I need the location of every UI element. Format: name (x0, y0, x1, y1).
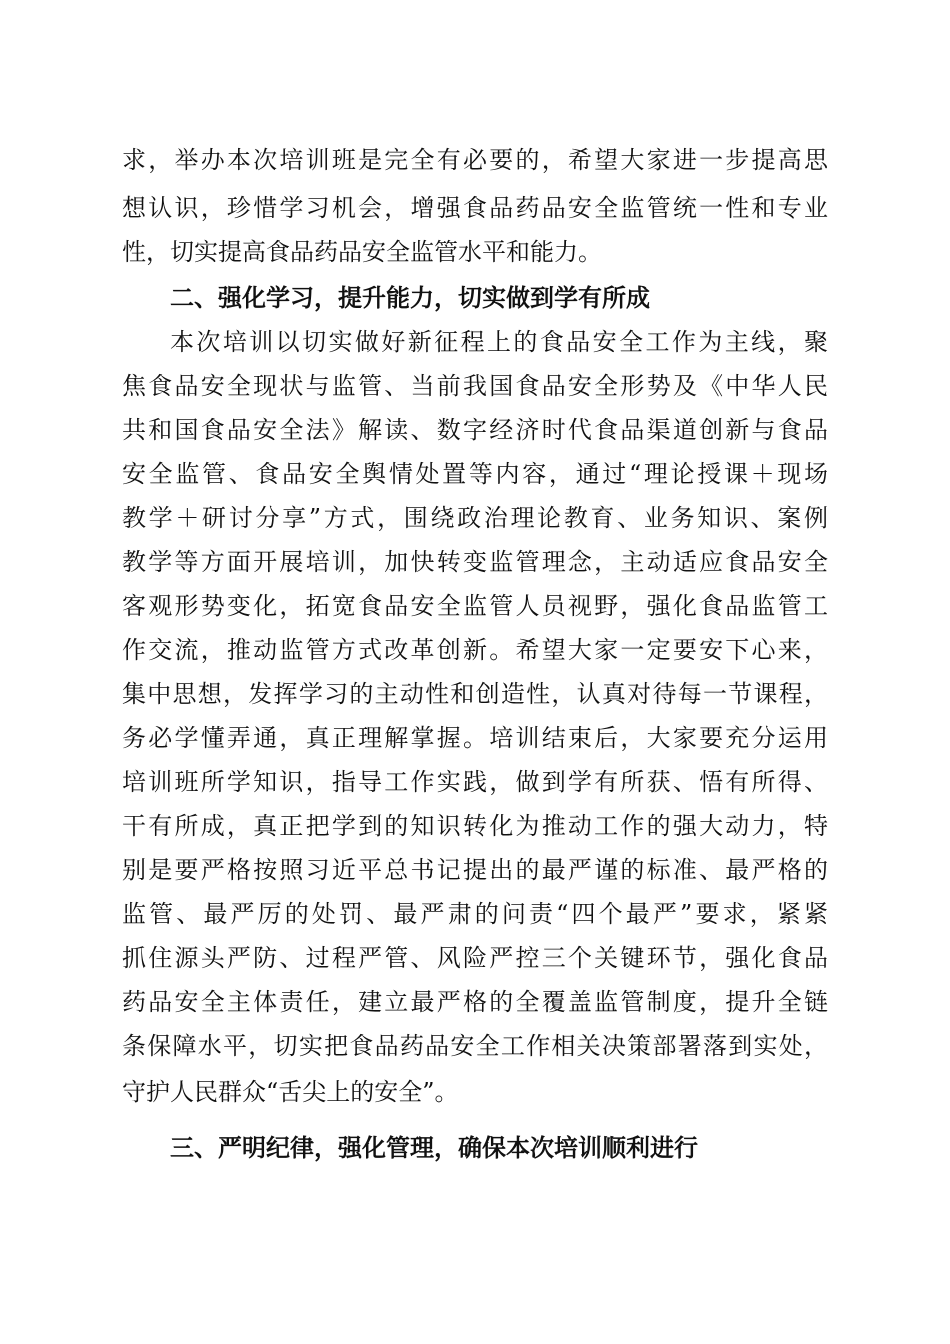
paragraph-line: 焦食品安全现状与监管、当前我国食品安全形势及《中华人民 (122, 372, 828, 400)
paragraph-line: 作交流，推动监管方式改革创新。希望大家一定要安下心来， (122, 636, 828, 664)
paragraph-line: 教学等方面开展培训，加快转变监管理念，主动适应食品安全 (122, 548, 828, 576)
paragraph-line: 教学＋研讨分享”方式，围绕政治理论教育、业务知识、案例 (122, 504, 828, 532)
paragraph-line: 抓住源头严防、过程严管、风险严控三个关键环节，强化食品 (122, 944, 828, 972)
paragraph-line: 条保障水平，切实把食品药品安全工作相关决策部署落到实处， (122, 1032, 828, 1060)
paragraph-line: 集中思想，发挥学习的主动性和创造性，认真对待每一节课程， (122, 680, 828, 708)
paragraph-line: 监管、最严厉的处罚、最严肃的问责“四个最严”要求，紧紧 (122, 900, 828, 928)
section-heading-3: 三、严明纪律，强化管理，确保本次培训顺利进行 (170, 1134, 698, 1162)
paragraph-line: 本次培训以切实做好新征程上的食品安全工作为主线，聚 (170, 328, 828, 356)
paragraph-line: 求，举办本次培训班是完全有必要的，希望大家进一步提高思 (122, 146, 828, 174)
paragraph-line: 共和国食品安全法》解读、数字经济时代食品渠道创新与食品 (122, 416, 828, 444)
paragraph-line: 干有所成，真正把学到的知识转化为推动工作的强大动力，特 (122, 812, 828, 840)
paragraph-line: 务必学懂弄通，真正理解掌握。培训结束后，大家要充分运用 (122, 724, 828, 752)
paragraph-line: 客观形势变化，拓宽食品安全监管人员视野，强化食品监管工 (122, 592, 828, 620)
paragraph-line: 别是要严格按照习近平总书记提出的最严谨的标准、最严格的 (122, 856, 828, 884)
paragraph-line: 想认识，珍惜学习机会，增强食品药品安全监管统一性和专业 (122, 194, 828, 222)
paragraph-line: 性，切实提高食品药品安全监管水平和能力。 (122, 238, 602, 266)
paragraph-line: 药品安全主体责任，建立最严格的全覆盖监管制度，提升全链 (122, 988, 828, 1016)
paragraph-line: 安全监管、食品安全舆情处置等内容，通过“理论授课＋现场 (122, 460, 828, 488)
paragraph-line: 培训班所学知识，指导工作实践，做到学有所获、悟有所得、 (122, 768, 828, 796)
paragraph-line: 守护人民群众“舌尖上的安全”。 (122, 1078, 459, 1106)
section-heading-2: 二、强化学习，提升能力，切实做到学有所成 (170, 284, 650, 312)
